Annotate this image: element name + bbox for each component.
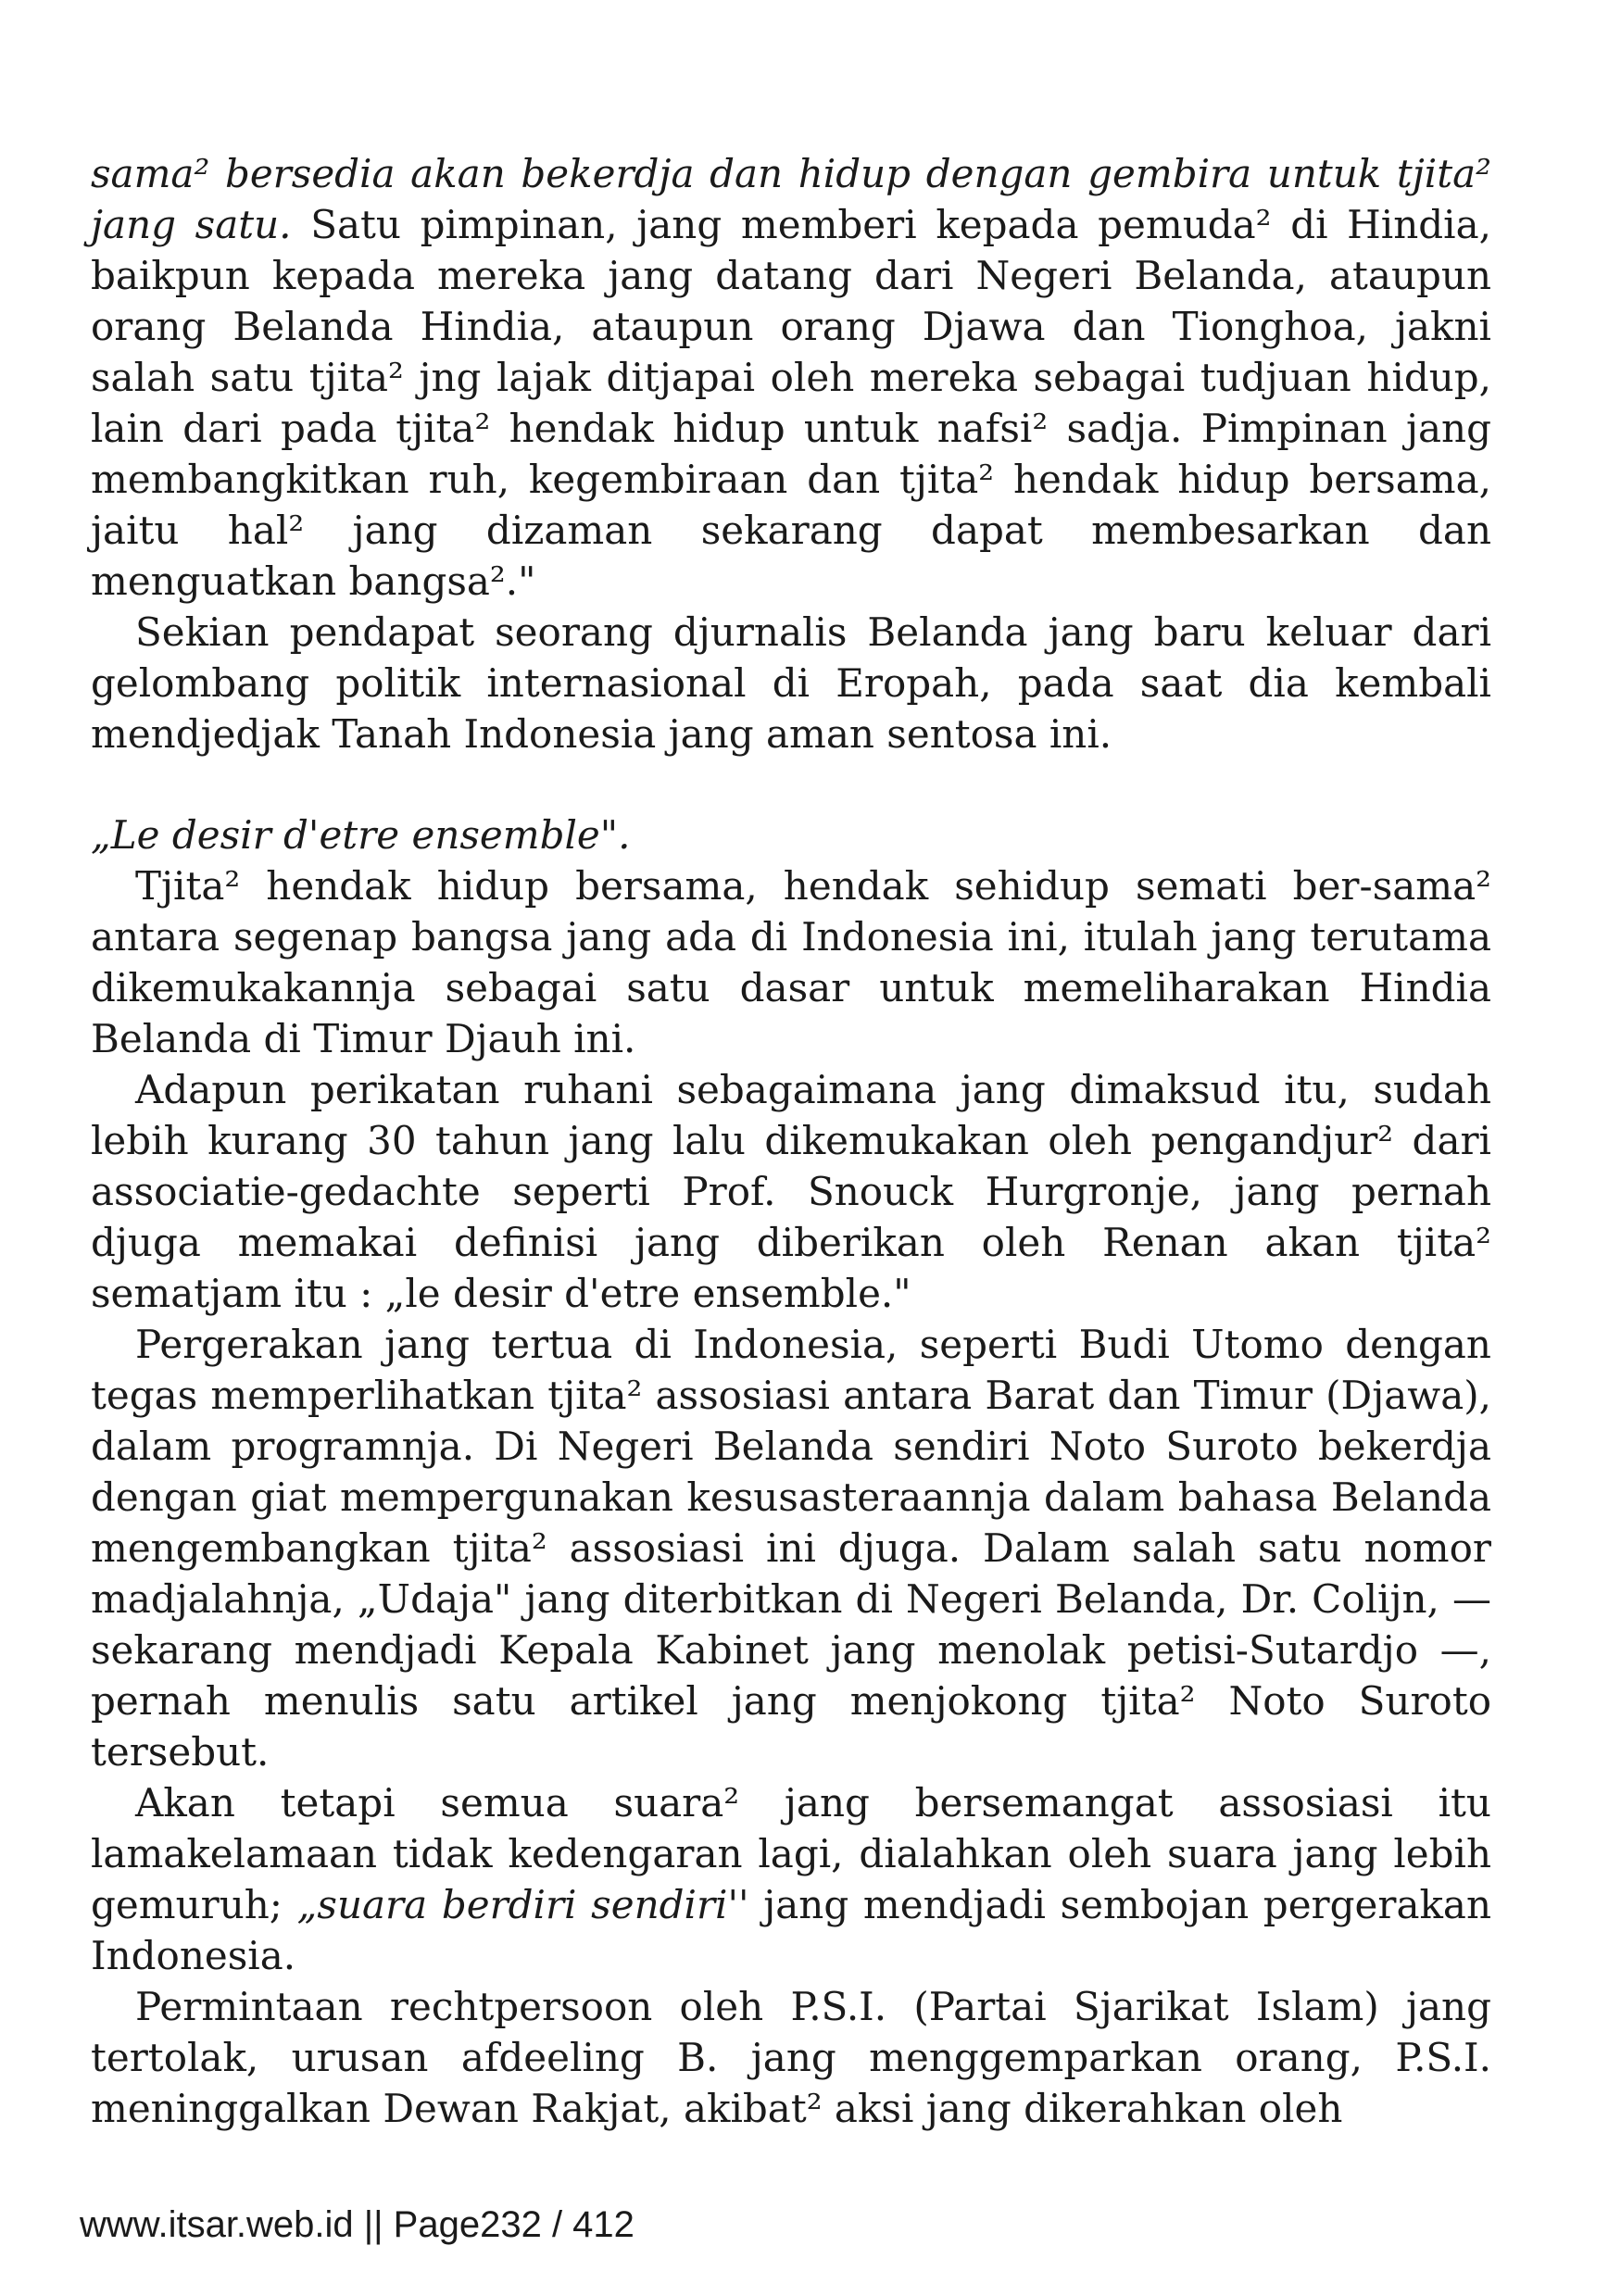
paragraph-1-italic: sama² bersedia akan bekerdja dan hidup dengan gembira untuk tjita² jang satu. <box>91 151 1491 247</box>
paragraph-6-text-before: Akan tetapi semua suara² jang bersemangat assosiasi itu lamakelamaan tidak kedengaran lagi, dialahkan oleh suara jang lebih gemuruh; <box>91 1780 1491 1927</box>
paragraph-4: Adapun perikatan ruhani sebagaimana jang dimaksud itu, sudah lebih kurang 30 tahun jang lalu dikemukakan oleh pengandjur² dari associatie-gedachte seperti Prof. Snouck Hurgronje, jang pernah djuga memakai definisi jang diberikan oleh Renan akan tjita² sematjam itu : „le desir d'etre ensemble." <box>91 1067 1491 1316</box>
section-heading: „Le desir d'etre ensemble". <box>91 812 631 858</box>
paragraph-5: Pergerakan jang tertua di Indonesia, seperti Budi Utomo dengan tegas memperlihatkan tjita² assosiasi antara Barat dan Timur (Djawa), dalam programnja. Di Negeri Belanda sendiri Noto Suroto bekerdja dengan giat mempergunakan kesusasteraannja dalam bahasa Belanda mengembangkan tjita² assosiasi ini djuga. Dalam salah satu nomor madjalahnja, „Udaja" jang diterbitkan di Negeri Belanda, Dr. Colijn, — sekarang mendjadi Kepala Kabinet jang menolak petisi-Sutardjo —, pernah menulis satu artikel jang menjokong tjita² Noto Suroto tersebut. <box>91 1322 1491 1775</box>
paragraph-6-text-after: jang mendjadi sembojan pergerakan Indonesia. <box>91 1882 1492 1978</box>
page-body <box>91 148 1491 2134</box>
paragraph-3: Tjita² hendak hidup bersama, hendak sehidup semati ber-sama² antara segenap bangsa jang ada di Indonesia ini, itulah jang terutama dikemukakannja sebagai satu dasar untuk memeliharakan Hindia Belanda di Timur Djauh ini. <box>91 863 1491 1061</box>
paragraph-7: Permintaan rechtpersoon oleh P.S.I. (Partai Sjarikat Islam) jang tertolak, urusan afdeeling B. jang menggemparkan orang, P.S.I. meninggalkan Dewan Rakjat, akibat² aksi jang dikerahkan oleh <box>91 1984 1491 2131</box>
paragraph-1-text: Satu pimpinan, jang memberi kepada pemuda² di Hindia, baikpun kepada mereka jang datang dari Negeri Belanda, ataupun orang Belanda Hindia, ataupun orang Djawa dan Tionghoa, jakni salah satu tjita² jng lajak ditjapai oleh mereka sebagai tudjuan hidup, lain dari pada tjita² hendak hidup untuk nafsi² sadja. Pimpinan jang membangkitkan ruh, kegembiraan dan tjita² hendak hidup bersama, jaitu hal² jang dizaman sekarang dapat membesarkan dan menguatkan bangsa²." <box>91 202 1491 604</box>
paragraph-2: Sekian pendapat seorang djurnalis Belanda jang baru keluar dari gelombang politik internasional di Eropah, pada saat dia kembali mendjedjak Tanah Indonesia jang aman sentosa ini. <box>91 609 1491 757</box>
page-footer: www.itsar.web.id || Page232 / 412 <box>80 2204 635 2245</box>
paragraph-1 <box>91 148 1491 607</box>
paragraph-6-italic: „suara berdiri sendiri'' <box>296 1882 749 1927</box>
paragraph-6 <box>91 1777 1491 1981</box>
